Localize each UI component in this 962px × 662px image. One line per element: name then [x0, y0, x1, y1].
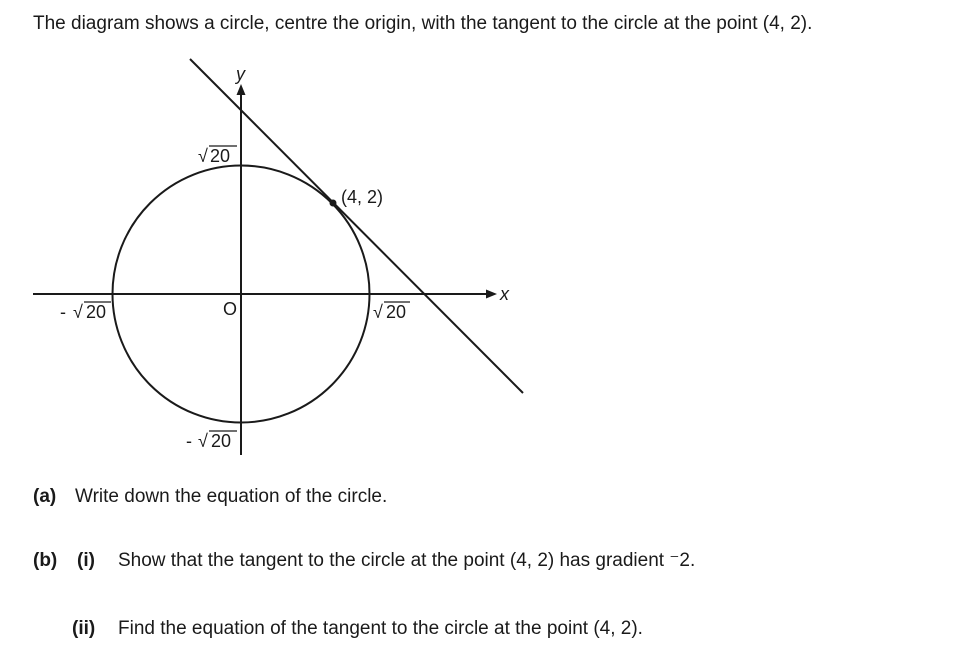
y-intercept-bottom-label [186, 431, 237, 451]
question-b-ii [72, 618, 643, 640]
minus-sign: - [186, 431, 192, 451]
point-label: (4, 2) [341, 187, 384, 207]
radicand: 20 [386, 302, 407, 322]
question-b-label: (b) [33, 550, 58, 571]
x-intercept-right-label [373, 302, 410, 322]
intro-text: The diagram shows a circle, centre the origin, with the tangent to the circle at the point (4, 2). [33, 13, 813, 34]
radical-sign: √ [198, 431, 208, 451]
y-intercept-top-label [198, 146, 237, 166]
radical-sign: √ [73, 302, 83, 322]
question-a [33, 486, 387, 508]
tangent-line [190, 59, 523, 393]
x-intercept-left-label [60, 302, 111, 322]
origin-label: O [223, 299, 238, 319]
radicand: 20 [210, 146, 231, 166]
question-b-ii-label: (ii) [72, 618, 96, 639]
question-b-i [33, 549, 695, 572]
x-axis-label: x [500, 284, 509, 304]
y-axis-arrow-icon [237, 84, 246, 95]
x-axis-arrow-icon [486, 290, 497, 299]
radical-sign: √ [373, 302, 383, 322]
question-b-i-label: (i) [77, 550, 95, 571]
question-a-label: (a) [33, 486, 57, 507]
minus-sign: - [60, 302, 66, 322]
question-a-text: Write down the equation of the circle. [75, 486, 388, 507]
y-axis-label: y [236, 64, 245, 84]
radicand: 20 [211, 431, 232, 451]
radical-sign: √ [198, 146, 208, 166]
radicand: 20 [86, 302, 107, 322]
question-b-i-text: Show that the tangent to the circle at the point (4, 2) has gradient ⁻2. [118, 550, 696, 571]
question-b-ii-text: Find the equation of the tangent to the circle at the point (4, 2). [118, 618, 643, 639]
tangent-point [330, 200, 337, 207]
